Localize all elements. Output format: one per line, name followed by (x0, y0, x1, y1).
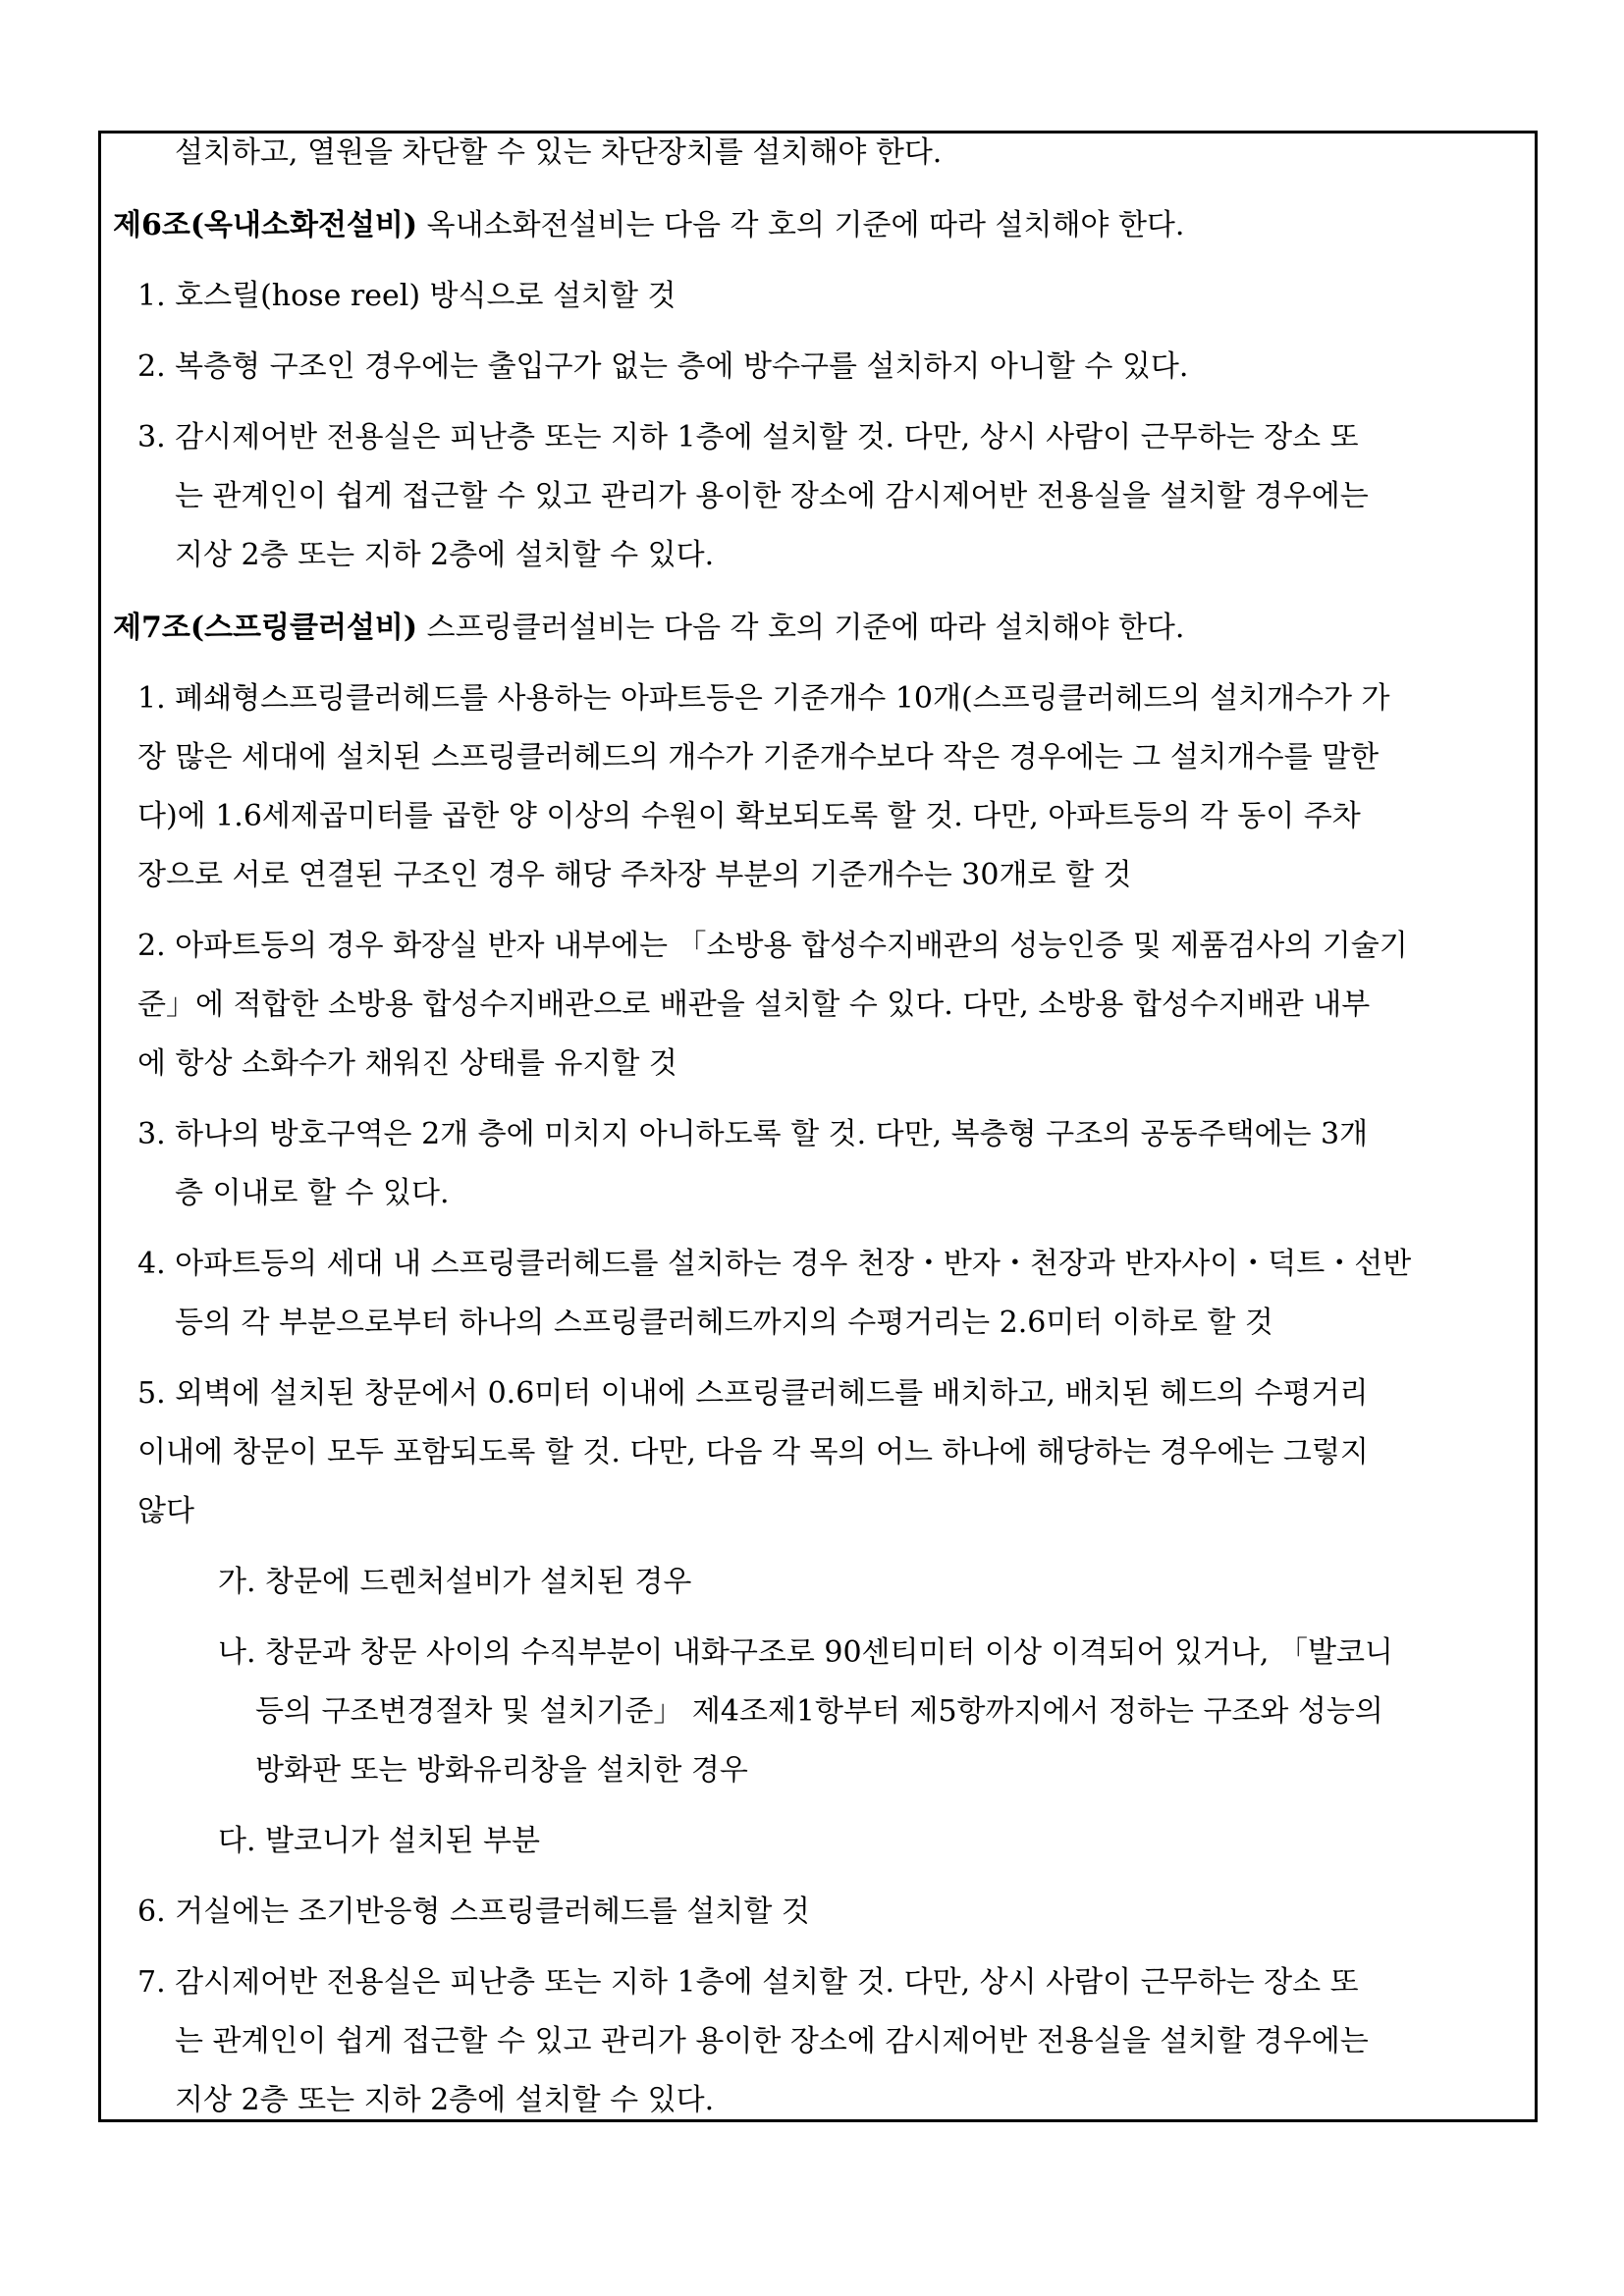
article-7-item-5-line-2: 이내에 창문이 모두 포함되도록 할 것. 다만, 다음 각 목의 어느 하나에 해당하는 경우에는 그렇지 (137, 1435, 1369, 1469)
article-6-item-2: 2. 복층형 구조인 경우에는 출입구가 없는 층에 방수구를 설치하지 아니할 수 있다. (137, 349, 1189, 384)
article-7-item-6: 6. 거실에는 조기반응형 스프링클러헤드를 설치할 것 (137, 1895, 810, 1929)
article-7 (113, 611, 1184, 646)
article-7-item-5-sub-na-line-3: 방화판 또는 방화유리창을 설치한 경우 (255, 1753, 748, 1788)
continuation-line: 설치하고, 열원을 차단할 수 있는 차단장치를 설치해야 한다. (175, 135, 943, 170)
article-6-item-3-line-3: 지상 2층 또는 지하 2층에 설치할 수 있다. (175, 538, 715, 572)
article-6 (113, 208, 1184, 243)
article-6-item-3-line-2: 는 관계인이 쉽게 접근할 수 있고 관리가 용이한 장소에 감시제어반 전용실을 설치할 경우에는 (175, 479, 1369, 513)
article-7-intro: 스프링클러설비는 다음 각 호의 기준에 따라 설치해야 한다. (417, 611, 1185, 645)
article-7-item-2-line-1: 2. 아파트등의 경우 화장실 반자 내부에는 「소방용 합성수지배관의 성능인증 및 제품검사의 기술기 (137, 929, 1408, 963)
article-7-item-7-line-2: 는 관계인이 쉽게 접근할 수 있고 관리가 용이한 장소에 감시제어반 전용실을 설치할 경우에는 (175, 2024, 1369, 2058)
article-7-item-5-line-3: 않다 (137, 1494, 194, 1528)
article-7-item-1-line-2: 장 많은 세대에 설치된 스프링클러헤드의 개수가 기준개수보다 작은 경우에는 그 설치개수를 말한 (137, 740, 1380, 774)
article-7-heading: 제7조(스프링클러설비) (113, 611, 418, 645)
article-7-item-4-line-2: 등의 각 부분으로부터 하나의 스프링클러헤드까지의 수평거리는 2.6미터 이하로 할 것 (175, 1306, 1273, 1340)
article-7-item-4-line-1: 4. 아파트등의 세대 내 스프링클러헤드를 설치하는 경우 천장・반자・천장과 반자사이・덕트・선반 (137, 1247, 1412, 1281)
article-7-item-5-sub-na-line-2: 등의 구조변경절차 및 설치기준」 제4조제1항부터 제5항까지에서 정하는 구조와 성능의 (255, 1694, 1383, 1729)
article-6-item-3-line-1: 3. 감시제어반 전용실은 피난층 또는 지하 1층에 설치할 것. 다만, 상시 사람이 근무하는 장소 또 (137, 420, 1359, 454)
article-7-item-3-line-1: 3. 하나의 방호구역은 2개 층에 미치지 아니하도록 할 것. 다만, 복층형 구조의 공동주택에는 3개 (137, 1117, 1369, 1151)
article-7-item-5-sub-ga: 가. 창문에 드렌처설비가 설치된 경우 (218, 1565, 692, 1599)
article-6-heading: 제6조(옥내소화전설비) (113, 208, 418, 242)
article-6-item-1: 1. 호스릴(hose reel) 방식으로 설치할 것 (137, 279, 677, 313)
article-7-item-1-line-3: 다)에 1.6세제곱미터를 곱한 양 이상의 수원이 확보되도록 할 것. 다만, 아파트등의 각 동이 주차 (137, 799, 1361, 833)
article-7-item-5-line-1: 5. 외벽에 설치된 창문에서 0.6미터 이내에 스프링클러헤드를 배치하고, 배치된 헤드의 수평거리 (137, 1376, 1369, 1411)
article-7-item-7-line-3: 지상 2층 또는 지하 2층에 설치할 수 있다. (175, 2083, 715, 2117)
article-7-item-2-line-3: 에 항상 소화수가 채워진 상태를 유지할 것 (137, 1046, 677, 1081)
article-7-item-7-line-1: 7. 감시제어반 전용실은 피난층 또는 지하 1층에 설치할 것. 다만, 상시 사람이 근무하는 장소 또 (137, 1965, 1359, 2000)
article-7-item-1-line-1: 1. 폐쇄형스프링클러헤드를 사용하는 아파트등은 기준개수 10개(스프링클러헤드의 설치개수가 가 (137, 681, 1390, 716)
article-7-item-2-line-2: 준」에 적합한 소방용 합성수지배관으로 배관을 설치할 수 있다. 다만, 소방용 합성수지배관 내부 (137, 988, 1371, 1022)
article-7-item-1-line-4: 장으로 서로 연결된 구조인 경우 해당 주차장 부분의 기준개수는 30개로 할 것 (137, 858, 1132, 892)
article-6-intro: 옥내소화전설비는 다음 각 호의 기준에 따라 설치해야 한다. (417, 208, 1185, 242)
article-7-item-3-line-2: 층 이내로 할 수 있다. (175, 1176, 450, 1210)
article-7-item-5-sub-na-line-1: 나. 창문과 창문 사이의 수직부분이 내화구조로 90센티미터 이상 이격되어 있거나, 「발코니 (218, 1635, 1393, 1670)
article-7-item-5-sub-da: 다. 발코니가 설치된 부분 (218, 1824, 540, 1858)
